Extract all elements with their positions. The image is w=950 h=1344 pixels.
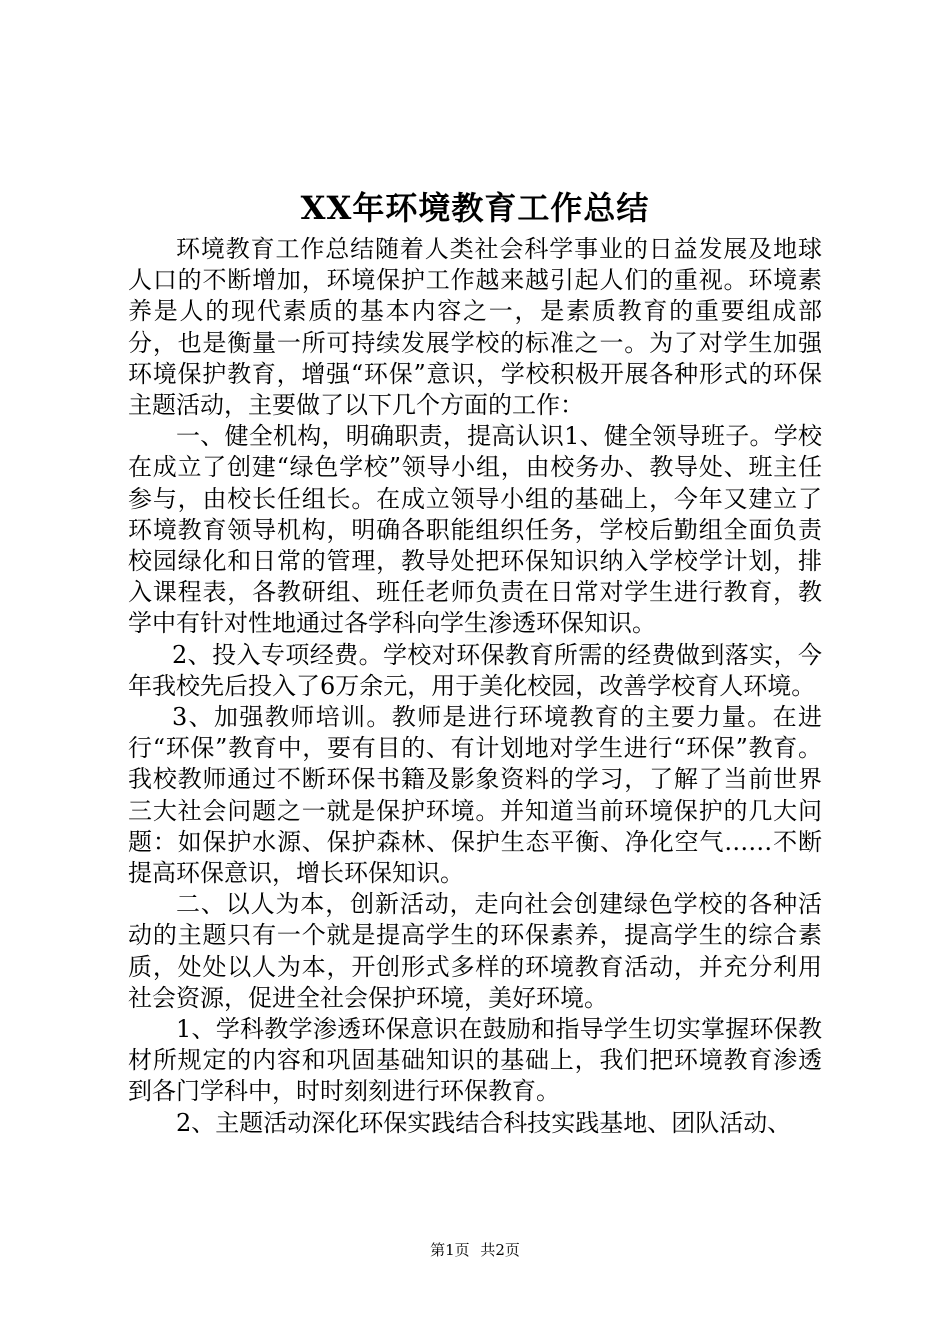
body-paragraph-subitem-1: 1、学科教学渗透环保意识在鼓励和指导学生切实掌握环保教材所规定的内容和巩固基础知识的基础上，我们把环境教育渗透到各门学科中，时时刻刻进行环保教育。 (128, 1015, 822, 1106)
page-total: 共2页 (480, 1241, 520, 1259)
document-title: XX年环境教育工作总结 (300, 189, 650, 227)
document-body (128, 234, 822, 1139)
body-paragraph-item-2: 2、投入专项经费。学校对环保教育所需的经费做到落实，今年我校先后投入了6万余元，用于美化校园，改善学校育人环境。 (128, 640, 822, 700)
page-number: 第1页 (430, 1241, 470, 1259)
body-paragraph-item-3: 3、加强教师培训。教师是进行环境教育的主要力量。在进行“环保”教育中，要有目的、有计划地对学生进行“环保”教育。我校教师通过不断环保书籍及影象资料的学习，了解了当前世界三大社会问题之一就是保护环境。并知道当前环境保护的几大问题：如保护水源、保护森林、保护生态平衡、净化空气……不断提高环保意识，增长环保知识。 (128, 703, 822, 888)
page-footer (0, 1240, 950, 1260)
body-paragraph-intro: 环境教育工作总结随着人类社会科学事业的日益发展及地球人口的不断增加，环境保护工作越来越引起人们的重视。环境素养是人的现代素质的基本内容之一，是素质教育的重要组成部分，也是衡量一所可持续发展学校的标准之一。为了对学生加强环境保护教育，增强“环保”意识，学校积极开展各种形式的环保主题活动，主要做了以下几个方面的工作： (128, 235, 822, 420)
body-paragraph-section-2: 二、以人为本，创新活动，走向社会创建绿色学校的各种活动的主题只有一个就是提高学生的环保素养，提高学生的综合素质，处处以人为本，开创形式多样的环境教育活动，并充分利用社会资源，促进全社会保护环境，美好环境。 (128, 890, 822, 1012)
body-paragraph-section-1: 一、健全机构，明确职责，提高认识1、健全领导班子。学校在成立了创建“绿色学校”领导小组，由校务办、教导处、班主任参与，由校长任组长。在成立领导小组的基础上，今年又建立了环境教育领导机构，明确各职能组织任务，学校后勤组全面负责校园绿化和日常的管理，教导处把环保知识纳入学校学计划，排入课程表，各教研组、班任老师负责在日常对学生进行教育，教学中有针对性地通过各学科向学生渗透环保知识。 (128, 422, 822, 638)
body-paragraph-subitem-2: 2、主题活动深化环保实践结合科技实践基地、团队活动、 (176, 1108, 792, 1137)
